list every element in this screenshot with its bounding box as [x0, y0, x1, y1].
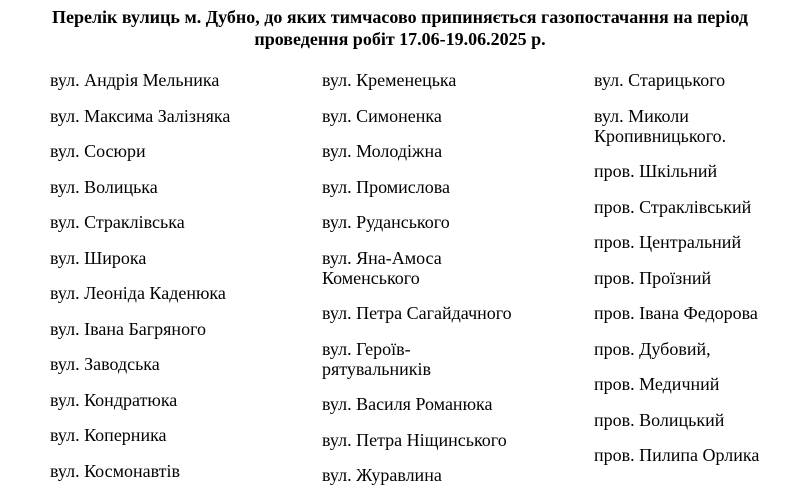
street-column-3 [594, 70, 794, 481]
street-list-item: вул. Волицька [50, 176, 158, 197]
street-list-item: вул. Героїв-рятувальників [322, 338, 432, 379]
street-list-item: вул. Страклівська [50, 212, 185, 232]
street-list-item: пров. Шкільний [594, 161, 718, 181]
street-list-item: вул. Андрія Мельника [50, 70, 220, 90]
street-list-item: вул. Сосюри [50, 141, 146, 161]
street-list-item: вул. Коперника [50, 425, 167, 445]
street-list-item: вул. Петра Сагайдачного [322, 303, 512, 323]
street-list-item: пров. Волицький [594, 409, 725, 430]
street-list-item: вул. Василя Романюка [322, 394, 493, 414]
street-list-item: пров. Страклівський [594, 196, 752, 217]
street-list-item: пров. Центральний [594, 232, 742, 252]
street-list-item: вул. Максима Залізняка [50, 105, 231, 126]
document-title [0, 6, 800, 50]
street-list-item: вул. Івана Багряного [50, 318, 206, 339]
document-title-line-1: Перелік вулиць м. Дубно, до яких тимчасово припиняється газопостачання на період [51, 7, 749, 27]
document-title-line-2: проведення робіт 17.06-19.06.2025 р. [254, 29, 546, 49]
street-list-item: вул. Заводська [50, 354, 160, 374]
street-list-item: вул. Кондратюка [50, 389, 178, 410]
street-list-item: вул. Симоненка [322, 105, 442, 126]
street-list-item: вул. Яна-Амоса Коменського [322, 247, 442, 288]
street-list-item: вул. Журавлина [322, 465, 442, 485]
street-list-item: вул. Космонавтів [50, 460, 181, 481]
street-list-item: пров. Івана Федорова [594, 303, 758, 323]
street-list-item: вул. Молодіжна [322, 141, 443, 161]
street-list-item: пров. Дубовий, [594, 338, 711, 359]
street-list-item: пров. Медичний [594, 374, 720, 394]
street-list-item: вул. Леоніда Каденюка [50, 283, 226, 303]
street-list-item: вул. Руданського [322, 212, 450, 232]
street-list-item: вул. Старицького [594, 70, 726, 90]
street-list-item: вул. Миколи Кропивницького. [594, 105, 727, 146]
street-list-item: пров. Пилипа Орлика [594, 445, 760, 465]
street-list-item: пров. Проїзний [594, 267, 712, 288]
street-list-item: вул. Широка [50, 247, 147, 268]
street-column-2 [322, 70, 584, 501]
street-list-item: вул. Промислова [322, 176, 450, 197]
street-column-1 [50, 70, 310, 496]
street-list-item: вул. Кременецька [322, 70, 457, 90]
street-list-item: вул. Петра Ніщинського [322, 429, 507, 450]
